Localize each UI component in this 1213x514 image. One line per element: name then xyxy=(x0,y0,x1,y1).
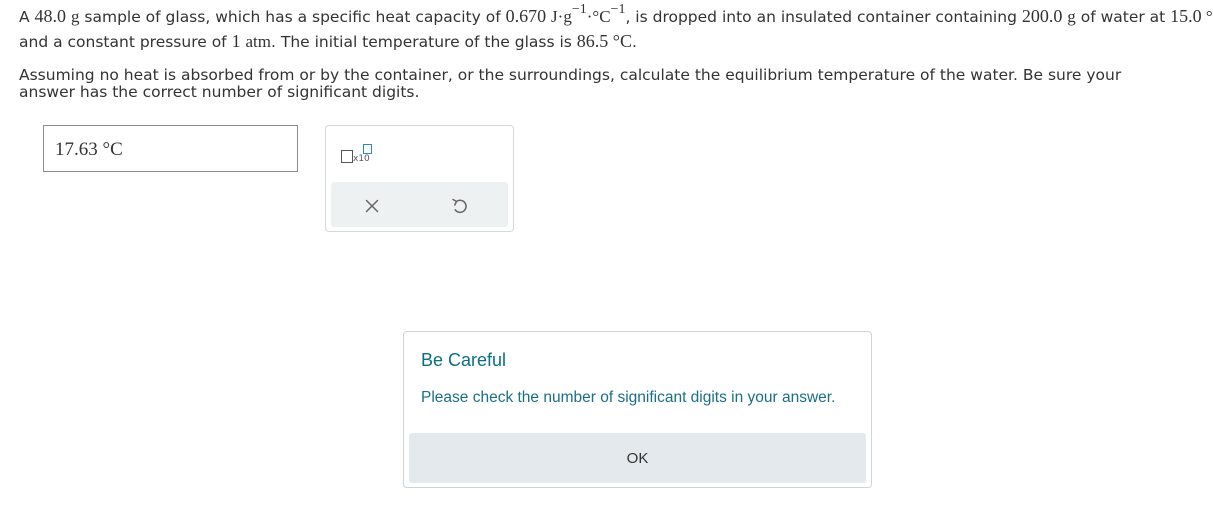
unit-gram: g xyxy=(70,7,80,26)
tool-footer xyxy=(331,182,508,227)
exponent: −1 xyxy=(610,2,626,17)
exponent-box-icon xyxy=(363,144,372,154)
exponent: −1 xyxy=(571,2,587,17)
problem-text: sample of glass, which has a specific heat capacity of xyxy=(79,8,506,26)
dialog-title: Be Careful xyxy=(421,350,507,370)
unit-atm: atm xyxy=(245,32,272,51)
pressure-value: 1 xyxy=(231,31,241,51)
water-mass-value: 200.0 xyxy=(1021,6,1063,26)
be-careful-dialog xyxy=(403,331,872,488)
math-tool-palette xyxy=(325,125,514,232)
problem-text: A xyxy=(19,8,35,26)
undo-icon xyxy=(448,194,472,218)
times-ten-exponent-button[interactable] xyxy=(340,142,376,166)
problem-text: of water at xyxy=(1075,8,1171,26)
problem-line-1 xyxy=(19,2,1213,29)
answer-value: 17.63 °C xyxy=(55,139,123,160)
answer-input[interactable] xyxy=(43,125,298,172)
specific-heat-value: 0.670 xyxy=(505,6,547,26)
problem-text: , is dropped into an insulated container containing xyxy=(625,8,1022,26)
problem-line-2 xyxy=(19,31,637,52)
dialog-message: Please check the number of significant digits in your answer. xyxy=(421,389,836,406)
problem-text: . The initial temperature of the glass is xyxy=(271,33,577,51)
unit-celsius: ·°C xyxy=(586,7,611,26)
times-ten-exponent-icon xyxy=(341,150,353,163)
undo-button[interactable] xyxy=(448,194,472,218)
unit-gram: g xyxy=(1067,7,1076,26)
unit-celsius-truncated: ° xyxy=(1201,7,1213,26)
x10-label: x10 xyxy=(353,154,370,164)
question-text: Assuming no heat is absorbed from or by the container, or the surroundings, calculate the equilibrium temperature of the water. Be sure your answer has the correct number of significant digits. xyxy=(19,66,1122,101)
glass-mass-value: 48.0 xyxy=(34,6,67,26)
glass-temp-value: 86.5 °C xyxy=(576,31,633,51)
problem-text: . xyxy=(632,33,637,51)
unit-joule-per-gram: J·g xyxy=(551,7,572,26)
problem-text: and a constant pressure of xyxy=(19,33,232,51)
water-temp-value: 15.0 xyxy=(1170,6,1202,26)
ok-button[interactable]: OK xyxy=(409,433,866,483)
clear-x-icon xyxy=(360,194,384,218)
clear-button[interactable] xyxy=(360,194,384,218)
